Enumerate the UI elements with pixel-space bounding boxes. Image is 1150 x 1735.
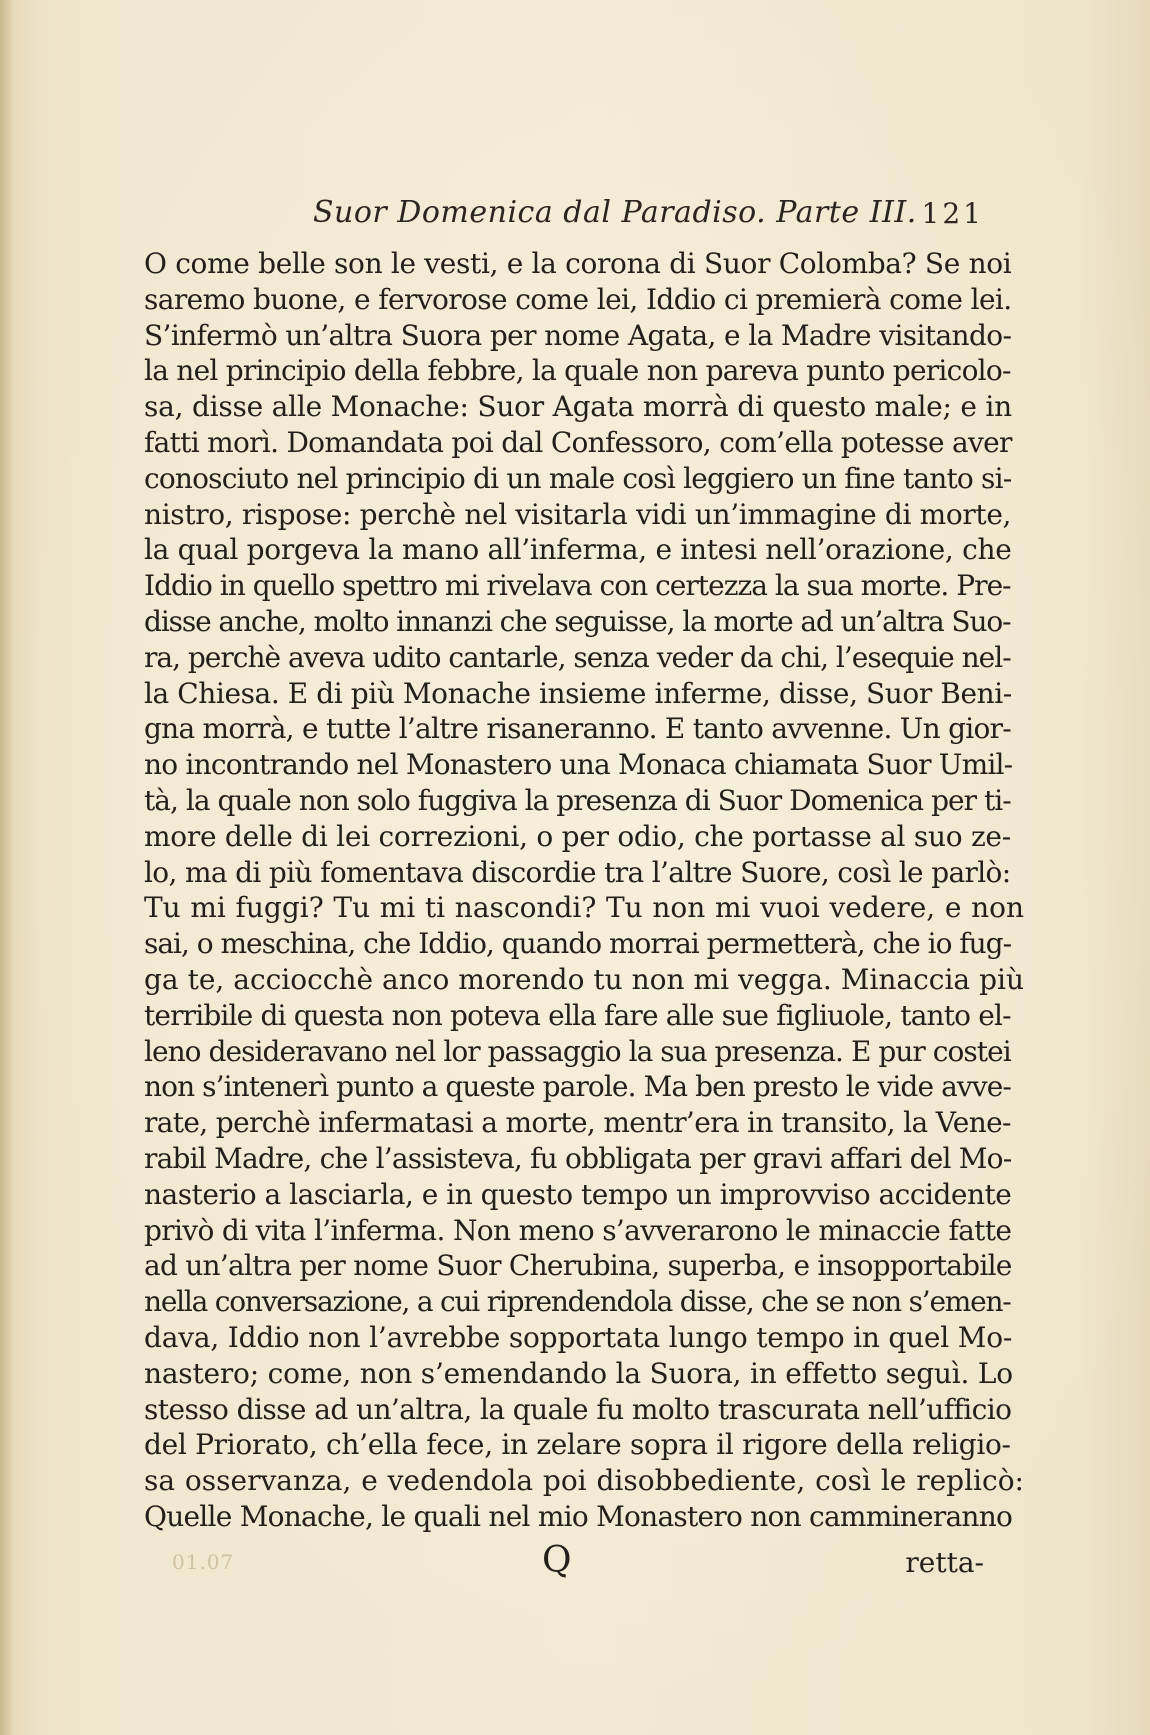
- text-line: tà, la quale non solo fuggiva la presenza di Suor Domenica per ti-: [144, 783, 1011, 817]
- text-line: nasterio a lasciarla, e in questo tempo un improvviso accidente: [144, 1177, 1012, 1211]
- text-line: nastero; come, non s’emendando la Suora, in effetto seguì. Lo: [144, 1356, 1013, 1390]
- text-line: la qual porgeva la mano all’inferma, e intesi nell’orazione, che: [144, 533, 1012, 567]
- running-header: [313, 195, 984, 235]
- text-line: terribile di questa non poteva ella fare alle sue figliuole, tanto el-: [144, 998, 1011, 1032]
- body-text: [144, 246, 1024, 1535]
- text-line: disse anche, molto innanzi che seguisse, la morte ad un’altra Suo-: [144, 604, 1011, 638]
- text-line: sa, disse alle Monache: Suor Agata morrà di questo male; e in: [144, 390, 1012, 424]
- signature-mark: Q: [542, 1540, 572, 1581]
- text-line: ra, perchè aveva udito cantarle, senza veder da chi, l’esequie nel-: [144, 640, 1011, 674]
- text-line: rate, perchè infermatasi a morte, mentr’era in transito, la Vene-: [144, 1106, 1011, 1140]
- catchword: retta-: [905, 1546, 984, 1579]
- page-footer: [144, 1540, 984, 1586]
- text-line: non s’intenerì punto a queste parole. Ma ben presto le vide avve-: [144, 1070, 1011, 1104]
- text-line: no incontrando nel Monastero una Monaca chiamata Suor Umil-: [144, 748, 1013, 782]
- text-line: more delle di lei correzioni, o per odio, che portasse al suo ze-: [144, 819, 1011, 853]
- page-edge-shadow: [0, 0, 14, 1735]
- text-line: nella conversazione, a cui riprendendola disse, che se non s’emen-: [144, 1285, 1011, 1319]
- text-line: gna morrà, e tutte l’altre risaneranno. E tanto avvenne. Un gior-: [144, 712, 1011, 746]
- text-line: rabil Madre, che l’assisteva, fu obbligata per gravi affari del Mo-: [144, 1141, 1012, 1175]
- faded-stamp: 01.07: [172, 1550, 235, 1574]
- running-title: Suor Domenica dal Paradiso. Parte III.: [313, 195, 917, 230]
- text-line: del Priorato, ch’ella fece, in zelare sopra il rigore della religio-: [144, 1428, 1011, 1462]
- text-line: sai, o meschina, che Iddio, quando morrai permetterà, che io fug-: [144, 927, 1012, 961]
- text-line: fatti morì. Domandata poi dal Confessoro, com’ella potesse aver: [144, 425, 1012, 459]
- text-line: conosciuto nel principio di un male così leggiero un fine tanto si-: [144, 461, 1012, 495]
- text-line: ga te, acciocchè anco morendo tu non mi vegga. Minaccia più: [144, 962, 1024, 996]
- text-line: Tu mi fuggi? Tu mi ti nascondi? Tu non mi vuoi vedere, e non: [144, 891, 1024, 925]
- text-line: ad un’altra per nome Suor Cherubina, superba, e insopportabile: [144, 1249, 1012, 1283]
- text-line: sa osservanza, e vedendola poi disobbediente, così le replicò:: [144, 1464, 1024, 1498]
- text-line: Iddio in quello spettro mi rivelava con certezza la sua morte. Pre-: [144, 569, 1011, 603]
- text-line: stesso disse ad un’altra, la quale fu molto trascurata nell’ufficio: [144, 1392, 1012, 1426]
- text-line: leno desideravano nel lor passaggio la sua presenza. E pur costei: [144, 1034, 1011, 1068]
- page-number: 121: [921, 197, 984, 230]
- text-line: la Chiesa. E di più Monache insieme inferme, disse, Suor Beni-: [144, 676, 1012, 710]
- text-line: dava, Iddio non l’avrebbe sopportata lungo tempo in quel Mo-: [144, 1320, 1013, 1354]
- text-line: S’infermò un’altra Suora per nome Agata, e la Madre visitando-: [144, 318, 1012, 352]
- text-line: la nel principio della febbre, la quale non pareva punto pericolo-: [144, 354, 1011, 388]
- text-line: lo, ma di più fomentava discordie tra l’altre Suore, così le parlò:: [144, 855, 1011, 889]
- text-line: saremo buone, e fervorose come lei, Iddio ci premierà come lei.: [144, 282, 1012, 316]
- text-line: privò di vita l’inferma. Non meno s’avverarono le minaccie fatte: [144, 1213, 1012, 1247]
- text-line: nistro, rispose: perchè nel visitarla vidi un’immagine di morte,: [144, 497, 1012, 531]
- text-line: Quelle Monache, le quali nel mio Monastero non cammineranno: [144, 1499, 1013, 1533]
- text-line: O come belle son le vesti, e la corona di Suor Colomba? Se noi: [144, 247, 1012, 280]
